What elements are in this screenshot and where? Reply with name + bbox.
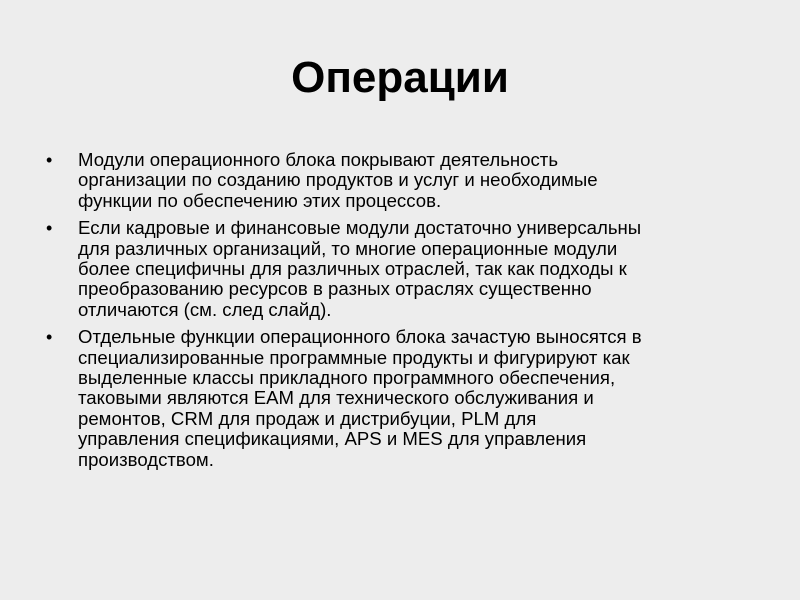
bullet-1-line-3: функции по обеспечению этих процессов. (78, 189, 442, 211)
bullet-2-line-4: преобразованию ресурсов в разных отраслях существенно (78, 278, 592, 300)
bullet-2-line-3: более специфичны для различных отраслей, так как подходы к (78, 258, 627, 280)
bullet-2-line-1: Если кадровые и финансовые модули достаточно универсальны (78, 217, 642, 239)
bullet-3-line-2: специализированные программные продукты и фигурируют как (78, 346, 630, 368)
bullet-marker: • (46, 327, 53, 348)
bullet-marker: • (46, 218, 53, 239)
bullet-3-line-1: Отдельные функции операционного блока зачастую выносятся в (78, 326, 642, 348)
bullet-3-line-5: ремонтов, CRM для продаж и дистрибуции, PLM для (78, 407, 537, 429)
bullet-3-line-7: производством. (78, 448, 214, 470)
bullet-3-line-4: таковыми являются EAM для технического обслуживания и (78, 387, 594, 409)
bullet-item-3 (46, 327, 776, 470)
bullet-text-1 (78, 150, 776, 211)
bullet-3-line-6: управления спецификациями, APS и MES для управления (78, 428, 587, 450)
bullet-1-line-1: Модули операционного блока покрывают деятельность (78, 149, 559, 170)
bullet-item-2 (46, 218, 776, 320)
bullet-item-1 (46, 150, 776, 211)
bullet-list (46, 150, 776, 477)
bullet-2-line-2: для различных организаций, то многие операционные модули (78, 237, 618, 259)
bullet-3-line-3: выделенные классы прикладного программного обеспечения, (78, 367, 616, 389)
bullet-2-line-5: отличаются (см. след слайд). (78, 298, 332, 320)
bullet-text-3 (78, 327, 776, 470)
bullet-marker: • (46, 150, 53, 170)
bullet-text-2 (78, 218, 776, 320)
slide-title: Операции (291, 53, 509, 102)
bullet-1-line-2: организации по созданию продуктов и услуг и необходимые (78, 169, 598, 191)
